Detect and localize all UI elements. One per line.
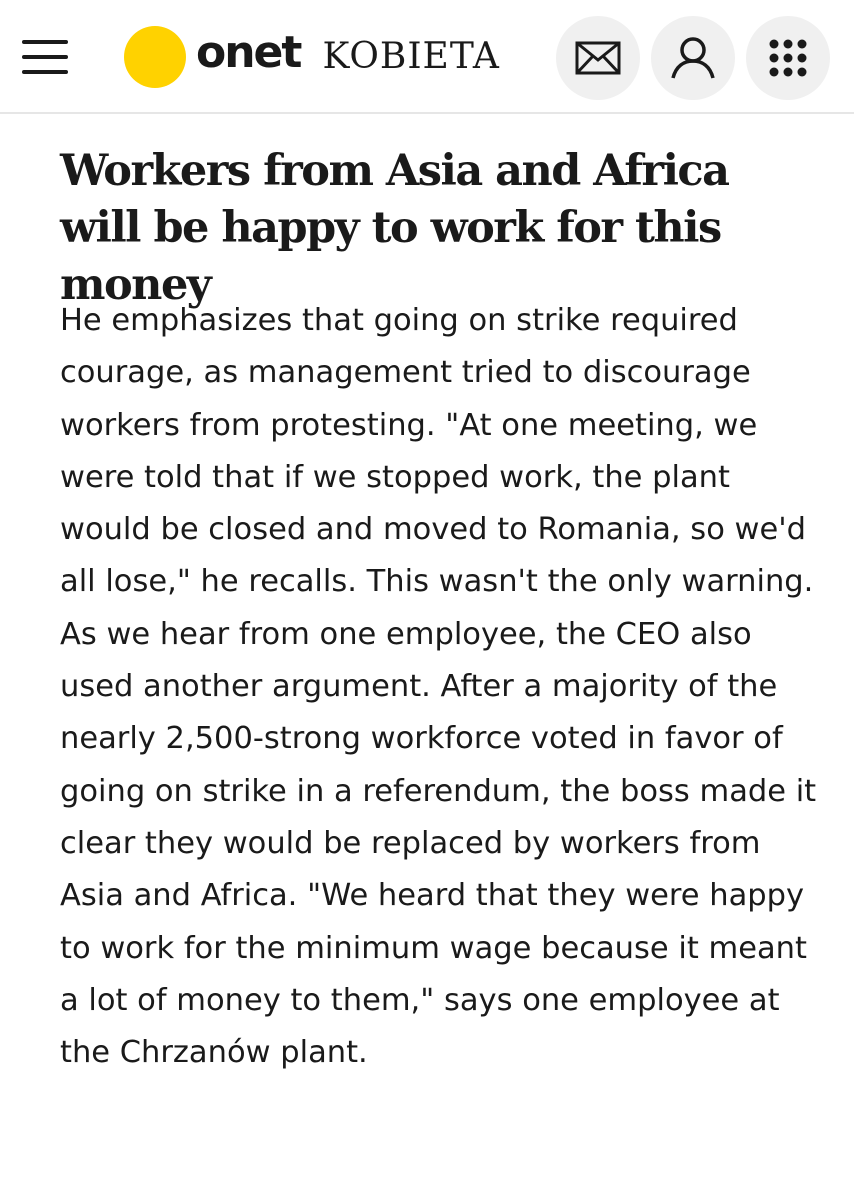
site-logo[interactable] [124,26,500,88]
hamburger-menu-icon[interactable] [22,40,68,74]
top-navigation-bar [0,0,854,114]
logo-section-text: KOBIETA [322,35,500,77]
logo-brand-text: onet [196,26,301,78]
user-account-button[interactable] [651,16,735,100]
apps-menu-button[interactable] [746,16,830,100]
user-icon [670,36,716,80]
article-content [60,143,820,1071]
envelope-icon [575,41,621,75]
article-title: Workers from Asia and Africa will be happy to work for this money [60,146,729,310]
grid-dots-icon [768,38,808,78]
mail-button[interactable] [556,16,640,100]
logo-dot-icon [124,26,186,88]
article-body-paragraph: He emphasizes that going on strike required courage, as management tried to discourage workers from protesting. "At one meeting, we were told that if we stopped work, the plant would be closed and moved to Romania, so we'd all lose," he recalls. This wasn't the only warning. As we hear from one employee, the CEO also used another argument. After a majority of the nearly 2,500-strong workforce voted in favor of going on strike in a referendum, the boss made it clear they would be replaced by workers from Asia and Africa. "We heard that they were happy to work for the minimum wage because it meant a lot of money to them," says one employee at the Chrzanów plant. [60,303,817,1071]
